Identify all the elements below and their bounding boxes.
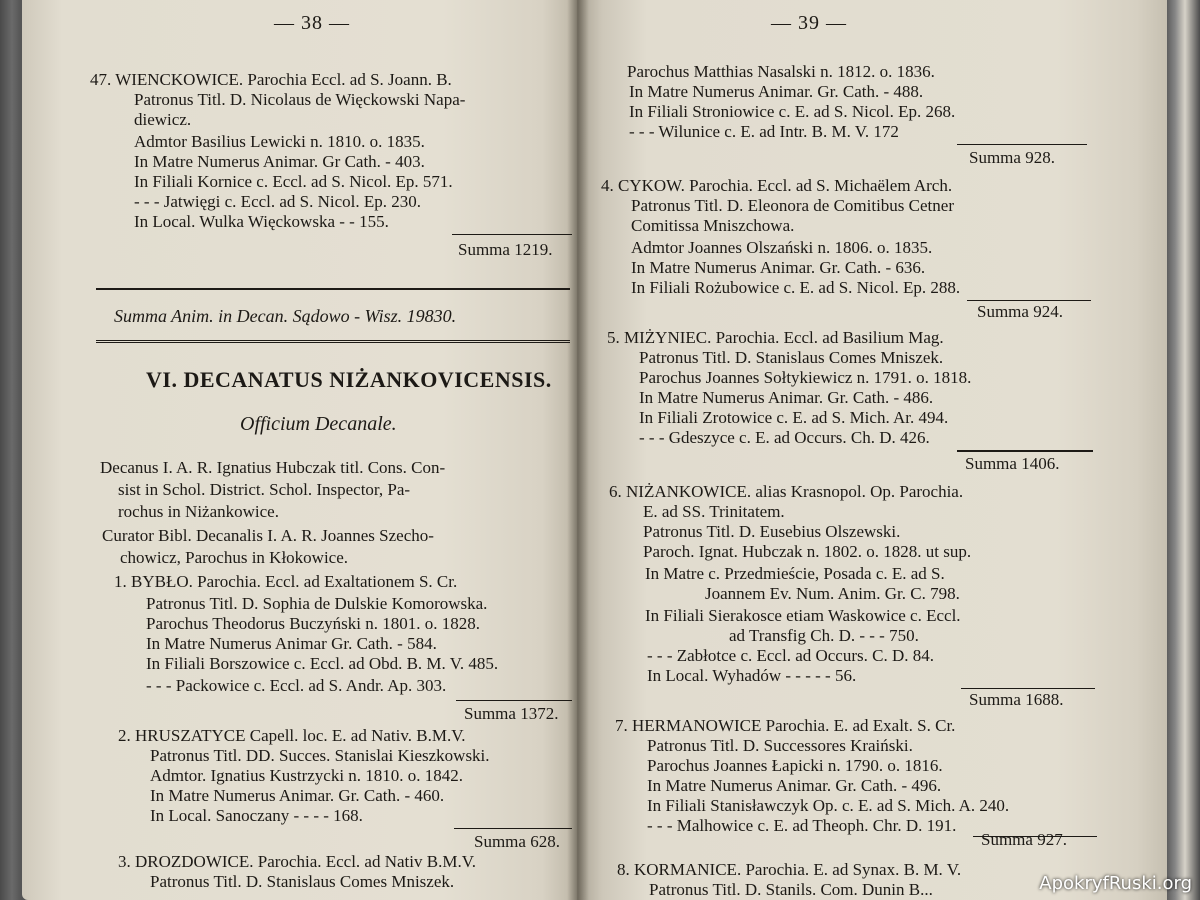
text-line: In Local. Wulka Więckowska - - 155. [134, 212, 389, 231]
section-heading: VI. DECANATUS NIŻANKOVICENSIS. [146, 367, 552, 392]
text-line: ad Transfig Ch. D. - - - 750. [729, 626, 919, 645]
sum-rule [957, 450, 1093, 452]
text-line: Patronus Titl. DD. Succes. Stanislai Kieszkowski. [150, 746, 490, 765]
text-line: Admtor Basilius Lewicki n. 1810. o. 1835. [134, 132, 425, 151]
text-line: In Local. Wyhadów - - - - - 56. [647, 666, 857, 685]
page-number: — 39 — [771, 12, 847, 34]
text-line: In Matre Numerus Animar. Gr. Cath. - 486. [639, 388, 934, 407]
sum-line: Summa 928. [969, 148, 1055, 167]
text-line: Patronus Titl. D. Sophia de Dulskie Komorowska. [146, 594, 488, 613]
text-line: In Matre Numerus Animar. Gr. Cath. - 636. [631, 258, 926, 277]
text-line: - - - Jatwięgi c. Eccl. ad S. Nicol. Ep. 230. [134, 192, 422, 211]
sum-rule [961, 688, 1095, 689]
text-line: Decanus I. A. R. Ignatius Hubczak titl. Cons. Con- [100, 458, 446, 477]
text-line: Parochus Matthias Nasalski n. 1812. o. 1836. [627, 62, 935, 81]
sum-rule [456, 700, 572, 701]
text-line: diewicz. [134, 110, 192, 129]
text-line: Comitissa Mniszchowa. [631, 216, 795, 235]
text-line: Parochus Theodorus Buczyński n. 1801. o. 1828. [146, 614, 480, 633]
text-line: Parochus Joannes Sołtykiewicz n. 1791. o. 1818. [639, 368, 972, 387]
section-rule [96, 340, 570, 343]
sum-line: Summa 1372. [464, 704, 559, 723]
sum-line: Summa 1219. [458, 240, 553, 259]
text-line: In Matre Numerus Animar. Gr. Cath. - 488. [629, 82, 924, 101]
text-line: - - - Gdeszyce c. E. ad Occurs. Ch. D. 426. [639, 428, 930, 447]
text-line: sist in Schol. District. Schol. Inspector, Pa- [118, 480, 411, 499]
book-gutter [567, 0, 589, 900]
text-line: 6. NIŻANKOWICE. alias Krasnopol. Op. Parochia. [609, 482, 964, 501]
sum-rule [454, 828, 572, 829]
text-line: Patronus Titl. D. Eusebius Olszewski. [643, 522, 901, 541]
text-line: 3. DROZDOWICE. Parochia. Eccl. ad Nativ B.M.V. [118, 852, 477, 871]
text-line: 47. WIENCKOWICE. Parochia Eccl. ad S. Joann. B. [90, 70, 452, 89]
text-line: Patronus Titl. D. Successores Kraiński. [647, 736, 913, 755]
text-line: Admtor Joannes Olszański n. 1806. o. 1835. [631, 238, 933, 257]
text-line: - - - Packowice c. Eccl. ad S. Andr. Ap. 303. [146, 676, 447, 695]
decanate-total: Summa Anim. in Decan. Sądowo - Wisz. 19830. [114, 306, 457, 326]
sum-rule [452, 234, 572, 235]
text-line: rochus in Niżankowice. [118, 502, 279, 521]
text-line: In Matre Numerus Animar. Gr. Cath. - 496. [647, 776, 942, 795]
text-line: In Filiali Rożubowice c. E. ad S. Nicol. Ep. 288. [631, 278, 961, 297]
page-number: — 38 — [274, 12, 350, 34]
text-line: - - - Zabłotce c. Eccl. ad Occurs. C. D. 84. [647, 646, 934, 665]
text-line: In Filiali Stroniowice c. E. ad S. Nicol. Ep. 268. [629, 102, 956, 121]
right-page [577, 0, 1167, 900]
sum-line: Summa 628. [474, 832, 560, 851]
watermark: ApokryfRuski.org [1039, 873, 1192, 894]
text-line: Admtor. Ignatius Kustrzycki n. 1810. o. 1842. [150, 766, 464, 785]
text-line: In Filiali Zrotowice c. E. ad S. Mich. Ar. 494. [639, 408, 949, 427]
text-line: In Filiali Sierakosce etiam Waskowice c. Eccl. [645, 606, 961, 625]
sum-line: Summa 1688. [969, 690, 1064, 709]
text-line: 8. KORMANICE. Parochia. E. ad Synax. B. M. V. [617, 860, 962, 879]
text-line: Curator Bibl. Decanalis I. A. R. Joannes Szecho- [102, 526, 434, 545]
text-line: Parochus Joannes Łapicki n. 1790. o. 1816. [647, 756, 943, 775]
text-line: In Filiali Kornice c. Eccl. ad S. Nicol. Ep. 571. [134, 172, 453, 191]
text-line: E. ad SS. Trinitatem. [643, 502, 785, 521]
section-rule [96, 288, 570, 290]
text-line: In Matre c. Przedmieście, Posada c. E. ad S. [645, 564, 945, 583]
sum-rule [957, 144, 1087, 145]
text-line: In Matre Numerus Animar. Gr Cath. - 403. [134, 152, 425, 171]
text-line: Patronus Titl. D. Nicolaus de Więckowski Napa- [134, 90, 466, 109]
text-line: In Matre Numerus Animar. Gr. Cath. - 460. [150, 786, 445, 805]
text-line: 1. BYBŁO. Parochia. Eccl. ad Exaltationem S. Cr. [114, 572, 458, 591]
text-line: Patronus Titl. D. Eleonora de Comitibus Cetner [631, 196, 954, 215]
text-line: In Matre Numerus Animar Gr. Cath. - 584. [146, 634, 437, 653]
sum-line: Summa 1406. [965, 454, 1060, 473]
text-line: Patronus Titl. D. Stanislaus Comes Mniszek. [639, 348, 944, 367]
left-page [22, 0, 577, 900]
text-line: - - - Wilunice c. E. ad Intr. B. M. V. 172 [629, 122, 899, 141]
text-line: 4. CYKOW. Parochia. Eccl. ad S. Michaëlem Arch. [601, 176, 953, 195]
text-line: Paroch. Ignat. Hubczak n. 1802. o. 1828. ut sup. [643, 542, 972, 561]
sum-line: Summa 927. [981, 830, 1067, 849]
text-line: chowicz, Parochus in Kłokowice. [120, 548, 349, 567]
text-line: 2. HRUSZATYCE Capell. loc. E. ad Nativ. B.M.V. [118, 726, 466, 745]
text-line: Patronus Titl. D. Stanils. Com. Dunin B... [649, 880, 933, 899]
text-line: In Filiali Borszowice c. Eccl. ad Obd. B. M. V. 485. [146, 654, 499, 673]
subheading: Officium Decanale. [240, 413, 397, 435]
text-line: 7. HERMANOWICE Parochia. E. ad Exalt. S. Cr. [615, 716, 956, 735]
sum-line: Summa 924. [977, 302, 1063, 321]
text-line: Patronus Titl. D. Stanislaus Comes Mniszek. [150, 872, 455, 891]
text-line: In Local. Sanoczany - - - - 168. [150, 806, 363, 825]
text-line: Joannem Ev. Num. Anim. Gr. C. 798. [705, 584, 960, 603]
sum-rule [967, 300, 1091, 301]
text-line: - - - Malhowice c. E. ad Theoph. Chr. D. 191. [647, 816, 957, 835]
text-line: 5. MIŻYNIEC. Parochia. Eccl. ad Basilium Mag. [607, 328, 944, 347]
text-line: In Filiali Stanisławczyk Op. c. E. ad S. Mich. A. 240. [647, 796, 1010, 815]
